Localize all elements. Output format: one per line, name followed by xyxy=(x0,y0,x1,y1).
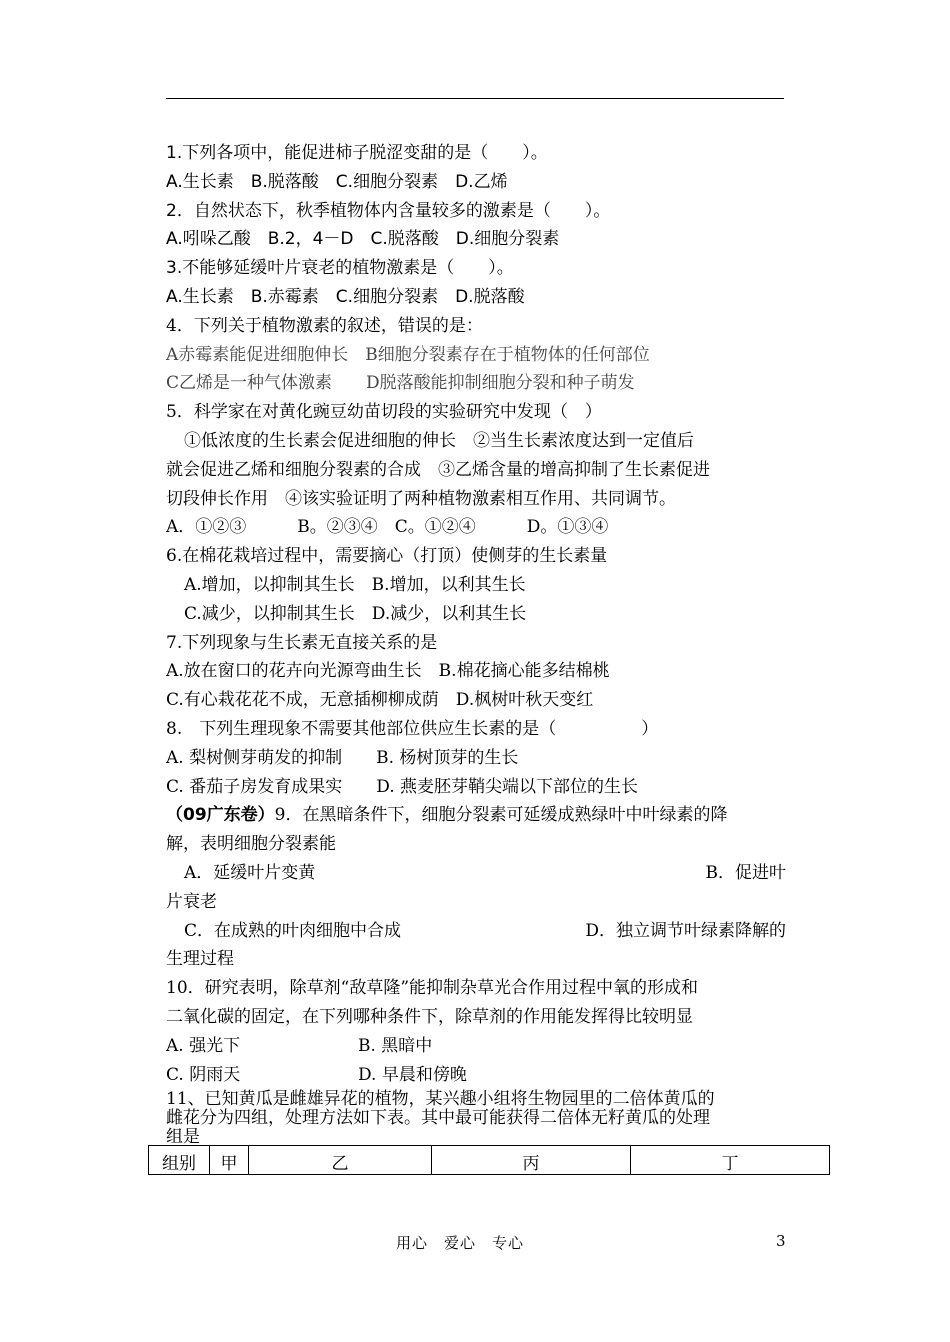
q10-stem-1: 10．研究表明，除草剂“敌草隆”能抑制杂草光合作用过程中氧的形成和 xyxy=(166,978,699,999)
q9-source: （09广东卷） xyxy=(166,805,275,826)
q11-stem-1: 11、已知黄瓜是雌雄异花的植物，某兴趣小组将生物园里的二倍体黄瓜的 xyxy=(166,1089,715,1110)
q6-options-cd: C.减少，以抑制其生长 D.减少，以利其生长 xyxy=(184,603,527,624)
q11-stem-2: 雌花分为四组，处理方法如下表。其中最可能获得二倍体无籽黄瓜的处理 xyxy=(166,1108,710,1129)
q3-stem: 3.不能够延缓叶片衰老的植物激素是（ ）。 xyxy=(166,258,514,279)
q9-stem-line-1 xyxy=(166,801,786,830)
q9-option-b: B．促进叶 xyxy=(705,862,786,883)
q11-stem-3: 组是 xyxy=(166,1127,200,1148)
q1-stem: 1.下列各项中，能促进柿子脱涩变甜的是（ ）。 xyxy=(166,143,548,163)
q9-stem-2: 解，表明细胞分裂素能 xyxy=(166,834,336,855)
question-list xyxy=(166,139,786,1147)
q10-option-a: A. 强光下 xyxy=(166,1035,241,1056)
table-header-cell: 甲 xyxy=(210,1146,249,1175)
q5-body-2: 就会促进乙烯和细胞分裂素的合成 ③乙烯含量的增高抑制了生长素促进 xyxy=(166,459,710,480)
table-header-cell: 乙 xyxy=(249,1146,432,1175)
footer-motto: 用心 爱心 专心 xyxy=(396,1234,525,1252)
table-header-cell: 丁 xyxy=(631,1146,830,1175)
q1-options: A.生长素 B.脱落酸 C.细胞分裂素 D.乙烯 xyxy=(166,171,508,192)
q7-stem: 7.下列现象与生长素无直接关系的是 xyxy=(166,632,438,653)
q7-options-ab: A.放在窗口的花卉向光源弯曲生长 B.棉花摘心能多结棉桃 xyxy=(166,661,610,682)
q10-option-d: D. 早晨和傍晚 xyxy=(358,1064,467,1085)
q4-options-ab: A赤霉素能促进细胞伸长 B细胞分裂素存在于植物体的任何部位 xyxy=(166,344,650,365)
header-rule xyxy=(166,98,784,99)
treatment-table xyxy=(148,1145,830,1175)
q9-option-b-cont: 片衰老 xyxy=(166,891,217,912)
table-header-cell: 丙 xyxy=(432,1146,631,1175)
q10-options-ab xyxy=(166,1032,786,1061)
q8-stem: 8. 下列生理现象不需要其他部位供应生长素的是（ ） xyxy=(166,718,659,739)
q9-option-d: D．独立调节叶绿素降解的 xyxy=(585,920,786,941)
table-row xyxy=(149,1146,830,1175)
q9-options-cd xyxy=(166,917,786,946)
q2-options: A.吲哚乙酸 B.2，4－D C.脱落酸 D.细胞分裂素 xyxy=(166,229,560,250)
q4-options-cd: C乙烯是一种气体激素 D脱落酸能抑制细胞分裂和种子萌发 xyxy=(166,373,635,394)
q9-option-a: A．延缓叶片变黄 xyxy=(184,862,316,883)
q8-options-cd: C. 番茄子房发育成果实 D. 燕麦胚芽鞘尖端以下部位的生长 xyxy=(166,776,639,797)
q10-stem-2: 二氧化碳的固定，在下列哪种条件下，除草剂的作用能发挥得比较明显 xyxy=(166,1006,693,1027)
q6-stem: 6.在棉花栽培过程中，需要摘心（打顶）使侧芽的生长素量 xyxy=(166,546,608,567)
q9-option-c: C．在成熟的叶肉细胞中合成 xyxy=(184,920,402,941)
q5-options: A．①②③ B。②③④ C。①②④ D。①③④ xyxy=(166,517,609,538)
q10-option-c: C. 阴雨天 xyxy=(166,1064,241,1085)
q3-options: A.生长素 B.赤霉素 C.细胞分裂素 D.脱落酸 xyxy=(166,286,525,307)
q5-body-3: 切段伸长作用 ④该实验证明了两种植物激素相互作用、共同调节。 xyxy=(166,488,676,509)
q9-options-ab xyxy=(166,859,786,888)
q10-option-b: B. 黑暗中 xyxy=(358,1035,433,1056)
q2-stem: 2．自然状态下，秋季植物体内含量较多的激素是（ ）。 xyxy=(166,200,611,221)
q5-stem: 5．科学家在对黄化豌豆幼苗切段的实验研究中发现（ ） xyxy=(166,402,602,423)
q9-option-d-cont: 生理过程 xyxy=(166,949,234,970)
page-number: 3 xyxy=(776,1232,786,1250)
q5-body-1: ①低浓度的生长素会促进细胞的伸长 ②当生长素浓度达到一定值后 xyxy=(184,430,694,451)
q8-options-ab: A. 梨树侧芽萌发的抑制 B. 杨树顶芽的生长 xyxy=(166,747,519,768)
q6-options-ab: A.增加，以抑制其生长 B.增加，以利其生长 xyxy=(184,574,526,595)
q10-options-cd xyxy=(166,1061,786,1090)
q4-stem: 4．下列关于植物激素的叙述，错误的是： xyxy=(166,315,483,336)
table-header-cell: 组别 xyxy=(149,1146,210,1175)
q7-options-cd: C.有心栽花花不成，无意插柳柳成荫 D.枫树叶秋天变红 xyxy=(166,690,594,711)
q9-stem-1: 9．在黑暗条件下，细胞分裂素可延缓成熟绿叶中叶绿素的降 xyxy=(274,805,728,826)
